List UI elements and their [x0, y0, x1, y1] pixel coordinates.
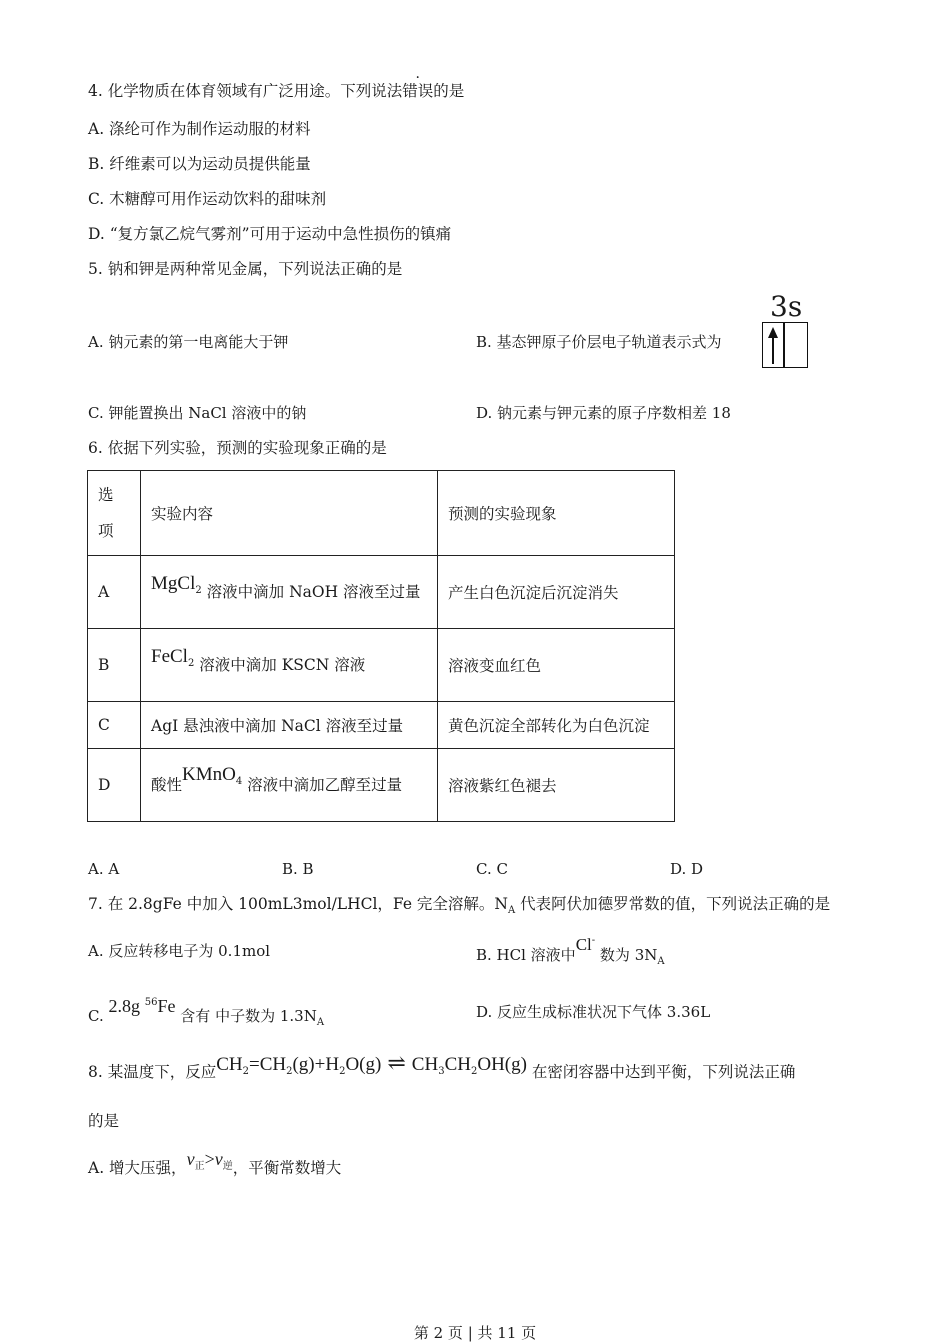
q5-option-a: A. 钠元素的第一电离能大于钾 — [88, 333, 289, 351]
q4-emphasis: 错误 — [402, 82, 434, 100]
orbital-diagram — [762, 322, 808, 368]
reaction-equation: $CH_2=CH_2(g)+H_2O(g)$ ⇌ $CH_3CH_2OH(g)$ — [216, 1050, 527, 1077]
row-content: AgI 悬浊液中滴加 NaCl 溶液至过量 — [141, 702, 438, 749]
table-header-row — [88, 471, 675, 556]
table-row — [88, 749, 675, 822]
header-option — [88, 471, 141, 556]
q4-option-c: C. 木糖醇可用作运动饮料的甜味剂 — [88, 190, 327, 208]
row-option: B — [88, 629, 141, 702]
q7-option-d: D. 反应生成标准状况下气体 3.36L — [476, 1003, 711, 1021]
row-phenomenon: 溶液紫红色褪去 — [438, 749, 675, 822]
header-content: 实验内容 — [141, 471, 438, 556]
q8-stem: 8. 某温度下，反应$CH_2=CH_2(g)+H_2O(g)$ ⇌ $CH_3CH_2OH(g)$ 在密闭容器中达到平衡，下列说法正确 — [88, 1050, 796, 1081]
row-phenomenon: 产生白色沉淀后沉淀消失 — [438, 556, 675, 629]
header-phenomenon: 预测的实验现象 — [438, 471, 675, 556]
table-row — [88, 629, 675, 702]
q6-stem: 6. 依据下列实验，预测的实验现象正确的是 — [88, 439, 387, 457]
q4-stem: 4. 化学物质在体育领域有广泛用途。下列说法错误的是 — [88, 82, 465, 100]
q5-stem: 5. 钠和钾是两种常见金属，下列说法正确的是 — [88, 260, 403, 278]
orbital-label: 3s — [770, 290, 803, 323]
row-option: A — [88, 556, 141, 629]
q4-option-b: B. 纤维素可以为运动员提供能量 — [88, 155, 311, 173]
q6-answer-a: A. A — [88, 860, 120, 878]
page-footer: 第 2 页 | 共 11 页 — [413, 1324, 537, 1342]
table-row — [88, 556, 675, 629]
equilibrium-arrow-icon: ⇌ — [387, 1050, 406, 1075]
q5-option-c: C. 钾能置换出 NaCl 溶液中的钠 — [88, 404, 307, 422]
q8-option-a: A. 增大压强，$v_正>v_逆$，平衡常数增大 — [88, 1149, 342, 1177]
row-phenomenon: 黄色沉淀全部转化为白色沉淀 — [438, 702, 675, 749]
q8-stem-line2: 的是 — [88, 1112, 120, 1130]
row-content: 酸性KMnO$^4$ 溶液中滴加乙醇至过量 — [141, 749, 438, 822]
q7-stem: 7. 在 2.8gFe 中加入 100mL3mol/LHCl，Fe 完全溶解。$N_A$ 代表阿伏加德罗常数的值，下列说法正确的是 — [88, 895, 831, 916]
experiment-table — [87, 470, 675, 822]
orbital-divider — [783, 323, 785, 367]
q6-answer-c: C. C — [476, 860, 508, 878]
table-row — [88, 702, 675, 749]
q7-option-a: A. 反应转移电子为 0.1mol — [88, 942, 271, 960]
row-option: C — [88, 702, 141, 749]
q5-option-d: D. 钠元素与钾元素的原子序数相差 18 — [476, 404, 731, 422]
q4-option-d: D. “复方氯乙烷气雾剂”可用于运动中急性损伤的镇痛 — [88, 225, 452, 243]
row-content: FeCl$^2$ 溶液中滴加 KSCN 溶液 — [141, 629, 438, 702]
row-content: MgCl$^2$ 溶液中滴加 NaOH 溶液至过量 — [141, 556, 438, 629]
header-option-char: 选 — [98, 486, 114, 504]
up-arrow-icon — [763, 324, 783, 366]
q4-option-a: A. 涤纶可作为制作运动服的材料 — [88, 120, 311, 138]
row-option: D — [88, 749, 141, 822]
q6-answer-d: D. D — [670, 860, 704, 878]
q7-option-b: B. HCl 溶液中Cl- 数为 $3N_A$ — [476, 935, 665, 967]
q6-answer-b: B. B — [282, 860, 314, 878]
q7-option-c: C. 2.8g $^{56}$Fe 含有 中子数为 $1.3N_A$ — [88, 996, 325, 1028]
header-option-char: 项 — [98, 522, 114, 540]
row-phenomenon: 溶液变血红色 — [438, 629, 675, 702]
q5-option-b: B. 基态钾原子价层电子轨道表示式为 — [476, 333, 722, 351]
velocity-comparison: $v_正>v_逆$ — [186, 1149, 233, 1172]
